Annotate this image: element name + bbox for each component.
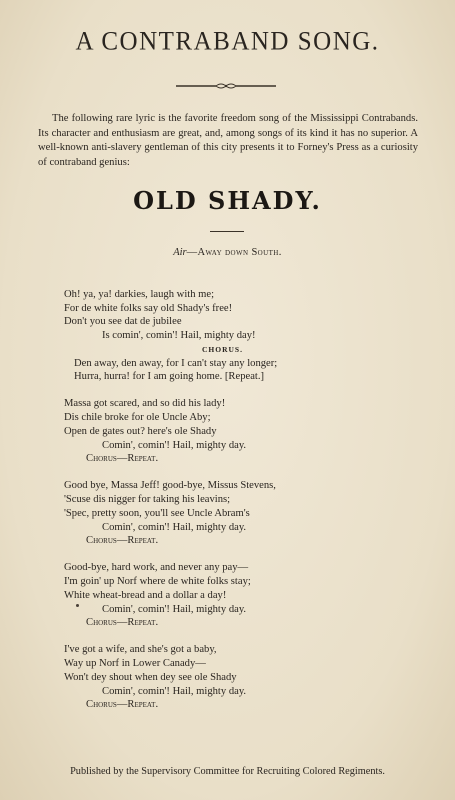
- title-rule: [210, 231, 244, 232]
- chorus-repeat: Chorus—Repeat.: [86, 453, 159, 465]
- air-tune: —Away down South.: [186, 247, 282, 258]
- publisher-footer: Published by the Supervisory Committee for Recruiting Colored Regiments.: [70, 766, 385, 777]
- stanza-3: [64, 479, 394, 548]
- document-title: A CONTRABAND SONG.: [75, 27, 380, 56]
- verse-line: Comin', comin'! Hail, mighty day.: [102, 603, 247, 615]
- verse-line: Open de gates out? here's ole Shady: [64, 425, 217, 437]
- air-label: Air: [173, 247, 187, 258]
- stanza-5: [64, 643, 394, 712]
- verse-line: White wheat-bread and a dollar a day!: [64, 589, 227, 601]
- chorus-repeat: Chorus—Repeat.: [86, 699, 159, 711]
- verse-line: Comin', comin'! Hail, mighty day.: [102, 685, 247, 697]
- verse-line: Massa got scared, and so did his lady!: [64, 398, 226, 410]
- verse-line: I've got a wife, and she's got a baby,: [64, 644, 217, 656]
- verse-line: Way up Norf in Lower Canady—: [64, 658, 206, 670]
- verse-line: Comin', comin'! Hail, mighty day.: [102, 439, 247, 451]
- verse-line: Good-bye, hard work, and never any pay—: [64, 562, 249, 574]
- air-line: [0, 247, 455, 258]
- verse-line: I'm goin' up Norf where de white folks stay;: [64, 576, 251, 588]
- ink-speck: [76, 604, 79, 607]
- verse-line: Won't dey shout when dey see ole Shady: [64, 671, 237, 683]
- chorus-line: Hurra, hurra! for I am going home. [Repeat.]: [74, 371, 265, 383]
- verse-line: For de white folks say old Shady's free!: [64, 302, 233, 314]
- stanza-4: [64, 561, 394, 630]
- verse-line: Good bye, Massa Jeff! good-bye, Missus Stevens,: [64, 480, 276, 492]
- chorus-repeat: Chorus—Repeat.: [86, 617, 159, 629]
- verse-line: Dis chile broke for ole Uncle Aby;: [64, 412, 211, 424]
- intro-paragraph: The following rare lyric is the favorite freedom song of the Mississippi Contrabands. Its character and enthusiasm are great, and, among songs of its kind it has no superior. A well-known anti-slavery gentleman of this city presents it to Forney's Press as a curiosity of contraband genius:: [38, 113, 418, 168]
- verse-line: Comin', comin'! Hail, mighty day.: [102, 521, 247, 533]
- chorus-heading: CHORUS.: [202, 344, 243, 354]
- verse-line: 'Scuse dis nigger for taking his leavins;: [64, 494, 231, 506]
- song-verses: [64, 288, 394, 725]
- verse-line: 'Spec, pretty soon, you'll see Uncle Abram's: [64, 507, 250, 519]
- chorus-line: Den away, den away, for I can't stay any longer;: [74, 357, 278, 369]
- verse-line: Don't you see dat de jubilee: [64, 316, 182, 328]
- verse-line: Oh! ya, ya! darkies, laugh with me;: [64, 289, 215, 300]
- song-title: OLD SHADY.: [133, 186, 322, 215]
- stanza-1: [64, 288, 394, 384]
- stanza-2: [64, 397, 394, 466]
- chorus-repeat: Chorus—Repeat.: [86, 535, 159, 547]
- verse-line: Is comin', comin'! Hail, mighty day!: [102, 330, 256, 342]
- ornament-divider: [176, 82, 276, 90]
